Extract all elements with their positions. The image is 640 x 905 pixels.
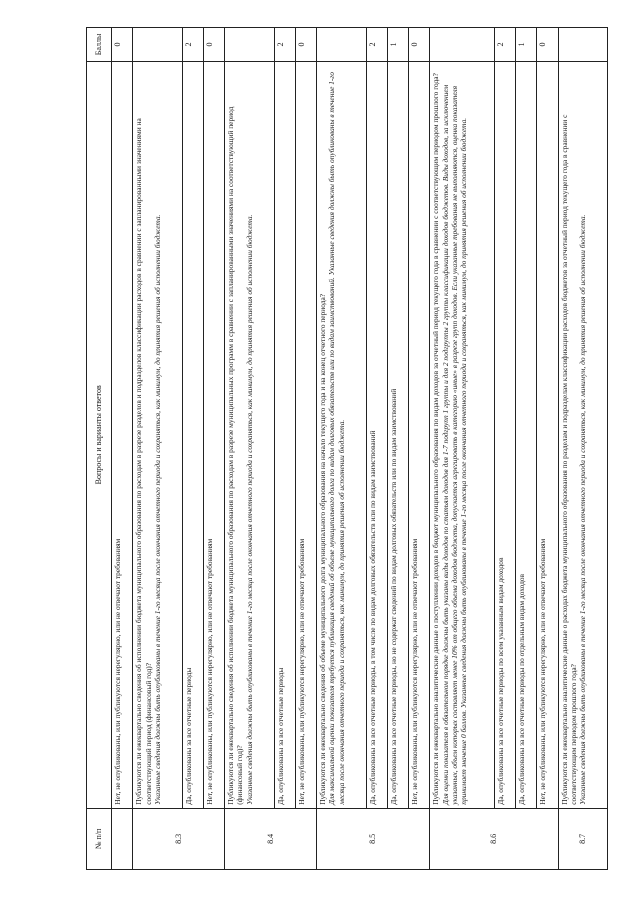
answer-score: 2 — [366, 28, 387, 62]
question-note: Для оценки показателя в обязательном порядке должны быть указаны виды доходов по статьям доходов для 1-7 подгрупп 1 группы и для 2 подгруппы 2 группы классификации доходов бюджетов. Виды доходов, за исключением указанных, объем которых составляет менее 10% от общего объема доходов бюджета, допускается агрегировать в категорию «иные» в разрезе групп доходов. Если указанные требования не выполняются, оценка показателя принимает значение 0 баллов. Указанные сведения должны быть опубликованы в течение 1-го месяца после окончания отчетного периода и сохраняться, как минимум, до принятия решения об исполнении бюджета. — [440, 84, 469, 805]
answer-option-row — [112, 28, 133, 870]
question-cell — [558, 61, 607, 808]
question-text: Публикуются ли ежеквартально аналитические данные о поступлении доходов в бюджет муниципального образования по видам доходов за отчетный период текущего года в сравнении с соответствующим периодом прошлого года? — [431, 73, 441, 805]
answer-option-row — [203, 28, 224, 870]
question-text: Публикуются ли ежеквартально сведения об исполнении бюджета муниципального образования по расходам в разрезе разделов и подразделов классификации расходов в сравнении с запланированными значениями на соответствующий период (финансовый год)? — [134, 118, 153, 805]
question-note: Указанные сведения должны быть опубликованы в течение 1-го месяца после окончания отчетного периода и сохраняться, как минимум, до принятия решения об исполнении бюджета. — [152, 214, 162, 805]
answer-option-text: Да, опубликованы за все отчетные периоды — [182, 61, 203, 808]
section-number: 8.5 — [317, 808, 430, 869]
question-note: Указанные сведения должны быть опубликованы в течение 1-го месяца после окончания отчетного периода и сохраняться, как минимум, до принятия решения об исполнении бюджета. — [578, 214, 588, 805]
question-row — [133, 28, 182, 870]
score-cell-empty — [133, 28, 182, 62]
answer-option-text: Нет, не опубликованы, или публикуются нерегулярно, или не отвечают требованиям — [537, 61, 558, 808]
header-score: Баллы — [87, 28, 112, 62]
answer-option-text: Нет, не опубликованы, или публикуются нерегулярно, или не отвечают требованиям — [203, 61, 224, 808]
answer-option-text: Да, опубликованы за все отчетные периоды, в том числе по видам долговых обязательств или по видам заимствований — [366, 61, 387, 808]
answer-option-row — [409, 28, 430, 870]
answer-score: 1 — [387, 28, 408, 62]
answer-score: 0 — [537, 28, 558, 62]
question-cell — [430, 61, 494, 808]
question-text: Публикуются ли ежеквартально аналитические данные о расходах бюджета муниципального образования по разделам и подразделам классификации расходов бюджетов за отчетный период текущего года в сравнении с соответствующим периодом прошлого года? — [559, 114, 578, 805]
answer-option-row — [295, 28, 316, 870]
score-cell-empty — [317, 28, 366, 62]
section-number: 8.3 — [133, 808, 225, 869]
answer-option-row — [515, 28, 536, 870]
answer-score: 0 — [203, 28, 224, 62]
answer-option-row — [182, 28, 203, 870]
question-row — [558, 28, 607, 870]
answer-option-row — [366, 28, 387, 870]
header-question: Вопросы и варианты ответов — [87, 61, 112, 808]
answer-score: 0 — [409, 28, 430, 62]
answer-score: 1 — [515, 28, 536, 62]
answer-option-row — [537, 28, 558, 870]
table-header-row — [87, 28, 112, 870]
answer-score: 2 — [494, 28, 515, 62]
score-cell-empty — [430, 28, 494, 62]
question-row — [430, 28, 494, 870]
answer-option-text: Да, опубликованы за все отчетные периоды — [274, 61, 295, 808]
question-cell — [225, 61, 274, 808]
answer-option-text: Да, опубликованы за все отчетные периоды по отдельным видам доходов — [515, 61, 536, 808]
section-number: 8.6 — [430, 808, 558, 869]
question-text: Публикуются ли ежеквартально сведения об объеме муниципального долга муниципального образования на начало текущего года и на конец отчетного периода? — [318, 293, 328, 805]
header-number: № п/п — [87, 808, 112, 869]
answer-score: 0 — [112, 28, 133, 62]
question-text: Публикуются ли ежеквартально сведения об исполнении бюджета муниципального образования по расходам в разрезе муниципальных программ в сравнении с запланированными значениями на соответствующий период (финансовый год)? — [226, 106, 245, 805]
score-cell-empty — [225, 28, 274, 62]
criteria-table — [86, 27, 608, 870]
question-cell — [133, 61, 182, 808]
question-cell — [317, 61, 366, 808]
question-note: Указанные сведения должны быть опубликованы в течение 1-го месяца после окончания отчетного периода и сохраняться, как минимум, до принятия решения об исполнении бюджета. — [244, 214, 254, 805]
question-row — [225, 28, 274, 870]
question-row — [317, 28, 366, 870]
answer-option-row — [494, 28, 515, 870]
answer-option-text: Да, опубликованы за все отчетные периоды по всем указанным видам доходов — [494, 61, 515, 808]
answer-option-text: Да, опубликованы за все отчетные периоды, но не содержат сведений по видам долговых обязательств или по видам заимствований — [387, 61, 408, 808]
section-number: 8.7 — [558, 808, 607, 869]
answer-option-row — [387, 28, 408, 870]
answer-option-text: Нет, не опубликованы, или публикуются нерегулярно, или не отвечают требованиям — [409, 61, 430, 808]
answer-score: 2 — [182, 28, 203, 62]
section-number — [112, 808, 133, 869]
section-number: 8.4 — [225, 808, 317, 869]
score-cell-empty — [558, 28, 607, 62]
answer-score: 2 — [274, 28, 295, 62]
answer-option-row — [274, 28, 295, 870]
answer-option-text: Нет, не опубликованы, или публикуются нерегулярно, или не отвечают требованиям — [295, 61, 316, 808]
question-note: Для максимальной оценки показателя требуется публикация сведений об объеме муниципального долга по видам долговых обязательств или по видам заимствований. Указанные сведения должны быть опубликованы в течение 1-го месяца после окончания отчетного периода и сохраняться, как минимум, до принятия решения об исполнении бюджета. — [327, 72, 346, 805]
answer-score: 0 — [295, 28, 316, 62]
answer-option-text: Нет, не опубликованы, или публикуются нерегулярно, или не отвечают требованиям — [112, 61, 133, 808]
